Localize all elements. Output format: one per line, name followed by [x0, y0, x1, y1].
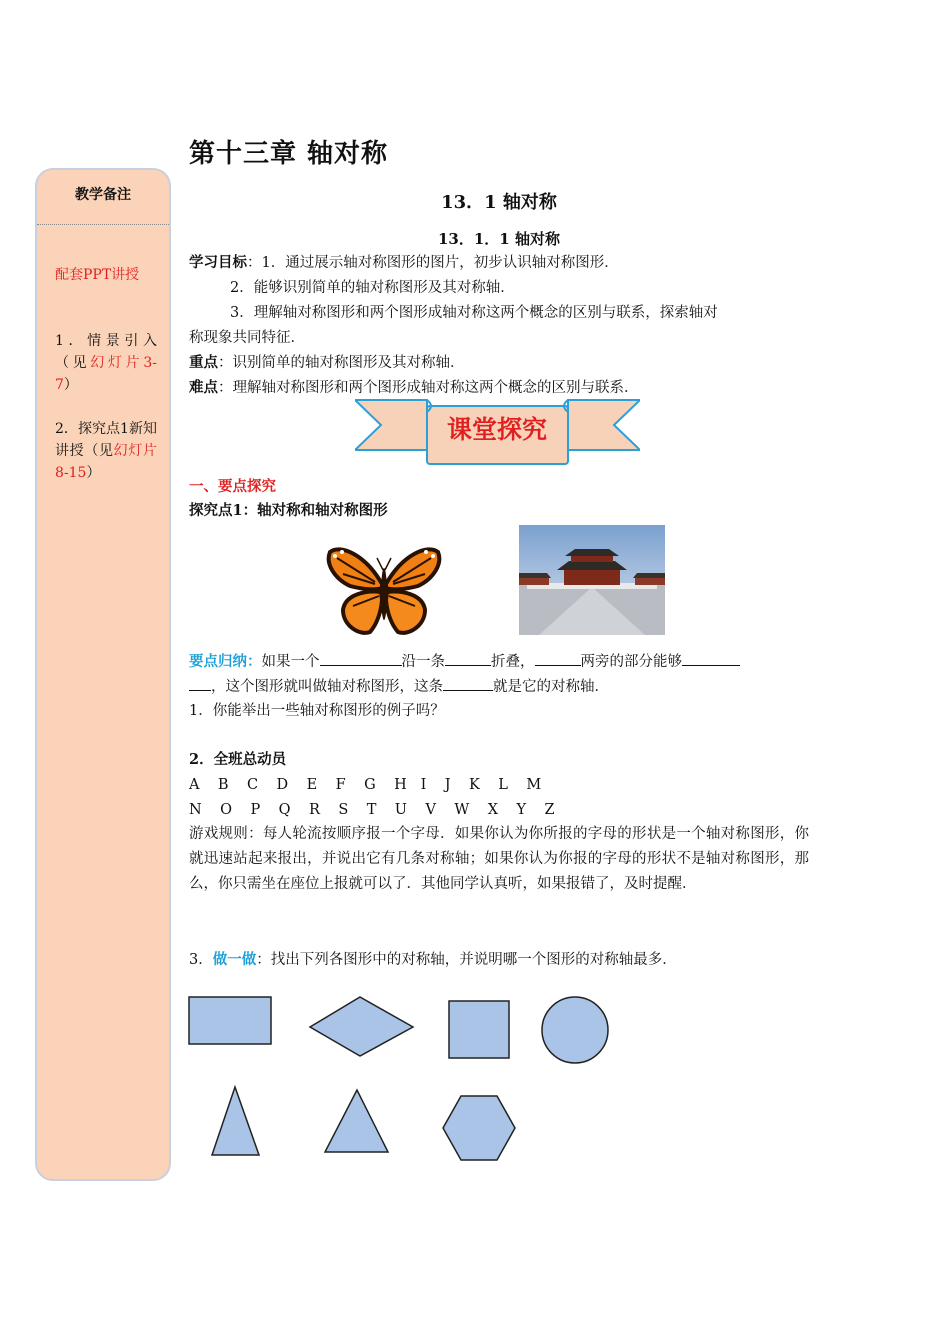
objective-3-line2: 称现象共同特征． — [189, 330, 305, 346]
subsection-title: 13．1．1 轴对称 — [438, 230, 560, 248]
panel-title: 教学备注 — [75, 187, 131, 203]
key-summary-line2: ，这个图形就叫做轴对称图形，这条 就是它的对称轴． — [189, 675, 609, 697]
letters-row-1: A B C D E F G H I J K L M — [189, 777, 542, 793]
question-1: 1．你能举出一些轴对称图形的例子吗？ — [189, 703, 445, 719]
rhombus-shape — [310, 997, 413, 1056]
square-shape — [449, 1001, 509, 1058]
note-item-1: 1．情景引入（见幻灯片3-7） — [55, 333, 157, 393]
panel-divider — [37, 224, 169, 225]
chapter-title: 第十三章 轴对称 — [189, 139, 389, 169]
question-2-title: 2．全班总动员 — [189, 751, 287, 768]
explore-point-1: 探究点1：轴对称和轴对称图形 — [189, 502, 388, 519]
shapes-figure — [185, 990, 625, 1170]
part1-heading: 一、要点探究 — [189, 478, 276, 495]
isosceles-triangle-shape — [212, 1087, 259, 1155]
question-3: 3．做一做：找出下列各图形中的对称轴，并说明哪一个图形的对称轴最多． — [189, 951, 677, 968]
palace-image — [519, 525, 665, 635]
banner-text: 课堂探究 — [446, 415, 547, 444]
objective-1: 学习目标：1．通过展示轴对称图形的图片，初步认识轴对称图形． — [189, 254, 619, 271]
ppt-label: 配套PPT讲授 — [55, 267, 140, 283]
section-title: 13．1 轴对称 — [441, 192, 557, 213]
hexagon-shape — [443, 1096, 515, 1160]
game-rules: 游戏规则：每人轮流按顺序报一个字母．如果你认为你所报的字母的形状是一个轴对称图形，你就迅速站起来报出，并说出它有几条对称轴；如果你认为你报的字母的形状不是轴对称图形，那么，你只需坐在座位上报就可以了．其他同学认真听，如果报错了，及时提醒． — [189, 826, 809, 892]
equilateral-triangle-shape — [325, 1090, 388, 1152]
key-point: 重点：识别简单的轴对称图形及其对称轴． — [189, 354, 465, 371]
difficulty: 难点：理解轴对称图形和两个图形成轴对称这两个概念的区别与联系． — [189, 379, 639, 396]
key-summary-line1: 要点归纳：如果一个 沿一条 折叠， 两旁的部分能够 — [189, 650, 740, 672]
circle-shape — [542, 997, 608, 1063]
rectangle-shape — [189, 997, 271, 1044]
teaching-notes-panel — [35, 168, 171, 1181]
butterfly-image — [325, 544, 443, 638]
note-item-2: 2．探究点1新知讲授（见幻灯片8-15） — [55, 421, 158, 481]
objective-3-line1: 3．理解轴对称图形和两个图形成轴对称这两个概念的区别与联系，探索轴对 — [230, 305, 718, 321]
letters-row-2: N O P Q R S T U V W X Y Z — [189, 802, 555, 818]
objective-2: 2．能够识别简单的轴对称图形及其对称轴． — [230, 280, 515, 296]
